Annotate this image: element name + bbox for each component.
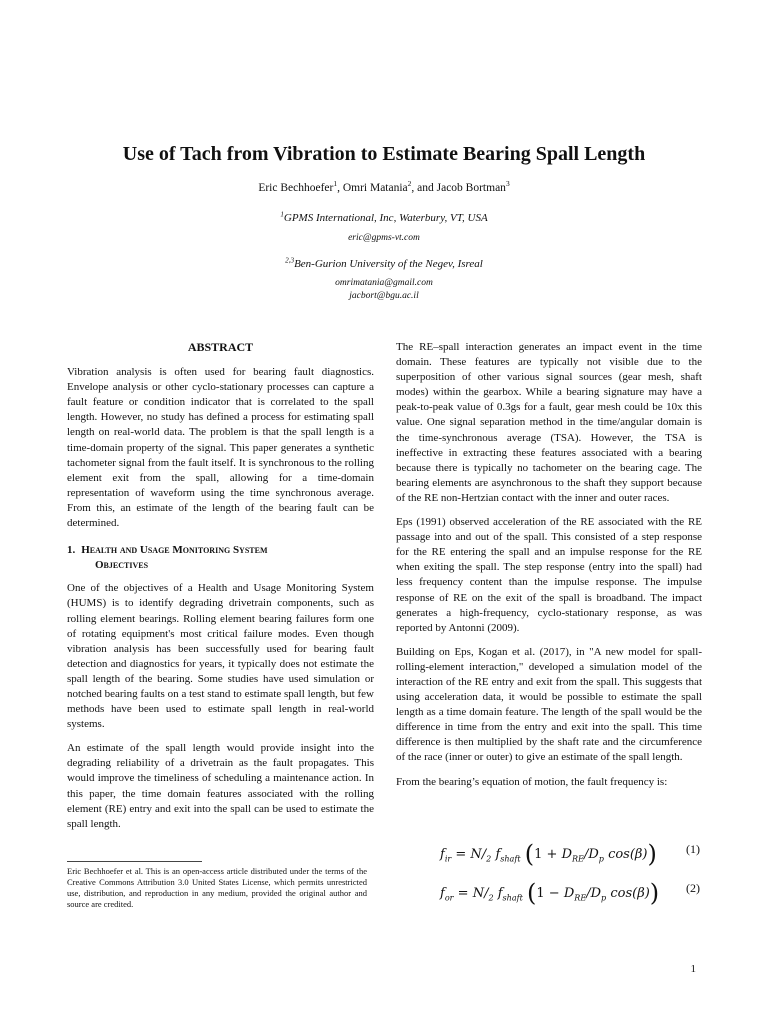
section-1-heading [67,543,374,573]
equation-2-expression: $f_{or} = N/_2$ $f_{shaft}$ ($1 - D_{RE}/D_p$ cos(β)) [440,879,660,907]
author-1-affil-mark: 1 [333,179,338,189]
d-symbol: D [563,886,575,901]
equation-2 [396,873,702,909]
p-sub: p [601,893,607,903]
author-2: , Omri Matania [337,182,408,194]
author-1: Eric Bechhoefer [258,182,334,194]
two-symbol: 2 [486,854,492,864]
d-symbol: D [561,847,572,862]
equation-1-lhs: f [440,847,445,862]
right-paragraph-3: Building on Eps, Kogan et al. (2017), in "A new model for spall-rolling-element interaction," developed a simulation model of the interaction of the RE entry and exit from the spall. This suggests that using acceleration data, it would be possible to estimate the spall length as a time domain feature. The length of the spall would be the difference in time from the entry and exit into the spall. This time difference is then multiplied by the shaft rate and the circumference of the race (inner or outer) to give an estimate of the spall length. [396,645,702,764]
f-symbol: f [495,847,501,862]
footnote-rule [67,861,202,862]
affiliation-1-mark: 1 [280,210,284,219]
affiliation-2-mark: 2,3 [285,256,295,265]
one-symbol: 1 [534,847,543,862]
author-list [0,179,768,194]
p-sub: p [598,854,604,864]
dp-symbol: D [590,886,602,901]
email-3[interactable]: jacbort@bgu.ac.il [349,291,419,301]
affiliation-2 [0,258,768,270]
page-number: 1 [690,963,696,975]
left-column [67,340,374,841]
section-1-number: 1. [67,544,76,557]
email-1[interactable]: eric@gpms-vt.com [348,233,420,243]
author-3: , and Jacob Bortman [411,182,506,194]
section-1-heading-line1: Health and Usage Monitoring System [81,544,268,557]
paper-title: Use of Tach from Vibration to Estimate Bearing Spall Length [122,143,646,165]
affiliation-2-text: Ben-Gurion University of the Negev, Isreal [294,258,483,270]
equation-1-expression: $f_{ir} = N/_2$ $f_{shaft}$ ($1 + D_{RE}/D_p$ cos(β)) [440,840,657,868]
shaft-sub: shaft [502,893,523,903]
abstract-text: Vibration analysis is often used for bearing fault diagnostics. Envelope analysis or other cyclo-stationary processes can capture a fault feature or condition indicator that is correlated to the spall length. However, no study has defined a process for estimating spall length on real-world data. The problem is that the spall length is a time-domain property of the signal. This paper generates a synthetic tachometer signal from the fault itself. It is synchronous to the rolling element exit from the spall, allowing for a time-domain representation of waveform using the time synchronous average. From this, an estimate of the length of the bearing fault can be determined. [67,366,374,530]
copyright-footnote: Eric Bechhoefer et al. This is an open-access article distributed under the terms of the Creative Commons Attribution 3.0 United States License, which permits unrestricted use, distribution, and reproduction in any medium, provided the original author and source are credited. [67,866,367,909]
section-1-paragraph-2: An estimate of the spall length would provide insight into the degrading reliability of a drivetrain as the fault propagates. This would improve the timeliness of scheduling a maintenance action. In this paper, the time domain features associated with the rolling element (RE) entry and exit into the spall can be used to estimate the spall length. [67,742,374,830]
right-column [396,340,702,799]
equation-2-lhs: f [440,886,445,901]
right-paragraph-4: From the bearing’s equation of motion, the fault frequency is: [396,775,668,788]
right-paragraph-1: The RE–spall interaction generates an impact event in the time domain. These features are typically not visible due to the superposition of other various signal sources (gear mesh, shaft modes) within the gearbox. While a bearing signature may have a peak-to-peak value of 0.3gs for a fault, gear mesh could be 10x this value. One signal separation method in the time/angular domain is the time-synchronous average (TSA). However, the TSA is ineffective in extracting these features associated with a bearing because there is typically no tachometer on the bearing cage. The bearing elements are asynchronous to the shaft they support because of the RE non-Hertzian contact with the inner and outer races. [396,341,702,504]
equation-1-sign: + [546,847,558,862]
author-3-affil-mark: 3 [505,179,510,189]
email-2[interactable]: omrimatania@gmail.com [335,278,433,288]
affiliation-1 [0,212,768,224]
equation-1 [396,834,702,870]
dp-symbol: D [588,847,599,862]
abstract-heading: ABSTRACT [187,340,254,354]
shaft-sub: shaft [500,854,521,864]
re-sub: RE [572,854,584,864]
section-1-heading-line2: Objectives [95,559,149,572]
affiliation-1-text: GPMS International, Inc, Waterbury, VT, USA [283,212,488,224]
n-symbol: N [470,847,482,862]
one-symbol: 1 [536,886,545,901]
equation-2-label: (2) [686,881,700,895]
re-sub: RE [574,893,587,903]
cos-term: cos(β) [608,847,648,862]
n-symbol: N [472,886,485,901]
two-symbol: 2 [488,893,494,903]
section-1-paragraph-1: One of the objectives of a Health and Usage Monitoring System (HUMS) is to identify degrading drivetrain components, such as rolling element bearings. Rolling element bearing failures form one of rotating equipment's most critical failure modes. Even though vibration analysis has been successfully used for bearing fault detection and diagnostics for years, it typically does not estimate the spall length of the bearing. Some studies have used simulation or notched bearing faults on a test stand to estimate spall length, but few methods have been used to estimate spall length in real-world systems. [67,582,374,731]
right-paragraph-2: Eps (1991) observed acceleration of the RE associated with the RE passage into and out of the spall. This consisted of a step response for the RE entering the spall and an impulse response for the RE when exiting the spall. The step response (entry into the spall) had less frequency content than the impulse response. The impulse response of RE on the exit of the spall is broadband. The impact generates a high-frequency, cyclo-stationary response, as was reported by Antonni (2009). [396,516,702,634]
f-symbol: f [497,886,503,901]
cos-term: cos(β) [610,886,650,901]
equation-2-lhs-sub: or [444,893,454,903]
equation-1-label: (1) [686,842,700,856]
author-2-affil-mark: 2 [407,179,412,189]
equation-2-sign: − [548,886,560,901]
equation-1-lhs-sub: ir [444,854,452,864]
